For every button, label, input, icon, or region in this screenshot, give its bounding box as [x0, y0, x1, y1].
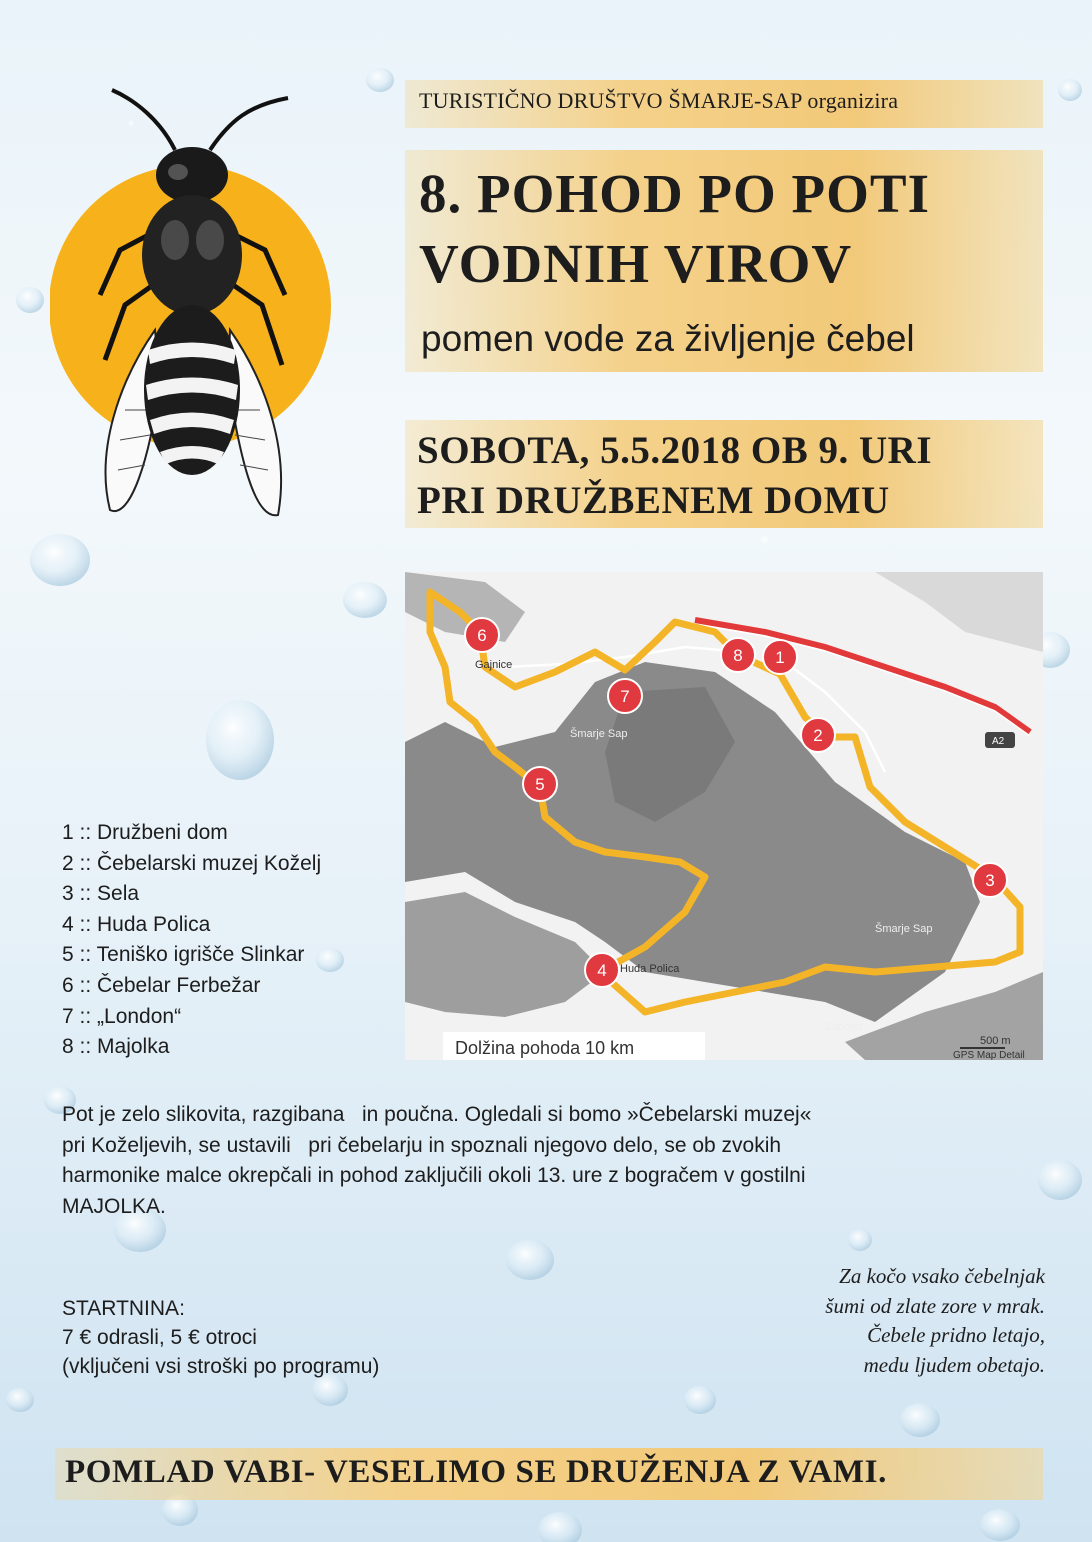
poem-line: medu ljudem obetajo. [863, 1352, 1045, 1377]
fee-prices: 7 € odrasli, 5 € otroci [62, 1326, 257, 1349]
place-label: Šmarje Sap [570, 728, 628, 740]
entry-fee [62, 1294, 379, 1381]
svg-text:3: 3 [985, 871, 995, 890]
place-label: Gajnice [475, 659, 513, 671]
title-band [405, 150, 1043, 372]
poem-line: Čebele pridno letajo, [867, 1323, 1045, 1347]
svg-text:1: 1 [775, 648, 785, 667]
event-title-line1: 8. POHOD PO POTI [419, 163, 930, 224]
map-credit: GPS Map Detail [953, 1050, 1025, 1060]
svg-text:8: 8 [733, 646, 743, 665]
description-line: harmonike malce okrepčali in pohod zaključili okoli 13. ure z bogračem v gostilni [62, 1164, 806, 1187]
svg-text:7: 7 [620, 687, 630, 706]
route-marker-5 [523, 767, 557, 801]
legend-item: 6 :: Čebelar Ferbežar [62, 973, 261, 997]
distance-label: Dolžina pohoda 10 km [455, 1038, 635, 1058]
route-marker-2 [801, 718, 835, 752]
legend-item: 2 :: Čebelarski muzej Koželj [62, 851, 322, 875]
event-subtitle: pomen vode za življenje čebel [421, 318, 915, 359]
legend-item: 8 :: Majolka [62, 1035, 170, 1059]
legend-item: 4 :: Huda Polica [62, 912, 211, 936]
svg-text:5: 5 [535, 775, 545, 794]
bee-illustration [50, 80, 340, 540]
description-line: MAJOLKA. [62, 1194, 166, 1218]
footer-band [55, 1448, 1043, 1500]
scale-label: 500 m [980, 1035, 1011, 1047]
legend-item: 5 :: Teniško igrišče Slinkar [62, 943, 305, 967]
route-marker-8 [721, 638, 755, 672]
legend-item: 7 :: „London“ [62, 1004, 182, 1028]
legend-item: 3 :: Sela [62, 882, 140, 906]
date-band [405, 420, 1043, 528]
event-description [62, 1100, 1052, 1222]
organizer-text: TURISTIČNO DRUŠTVO ŠMARJE-SAP organizira [419, 88, 899, 113]
poem [640, 1262, 1045, 1380]
route-marker-3 [973, 863, 1007, 897]
description-line: pri Koželjevih, se ustavili pri čebelarju in spoznali njegovo delo, se ob zvokih [62, 1133, 782, 1157]
route-marker-1 [763, 640, 797, 674]
road-label-a2: A2 [992, 736, 1005, 747]
fee-note: (vključeni vsi stroški po programu) [62, 1355, 380, 1378]
place-label: Zaboršt [825, 1021, 863, 1033]
place-label: Huda Polica [620, 963, 680, 975]
description-line: Pot je zelo slikovita, razgibana in poučna. Ogledali si bomo »Čebelarski muzej« [62, 1103, 812, 1126]
fee-title: STARTNINA: [62, 1297, 185, 1320]
svg-text:4: 4 [597, 961, 607, 980]
svg-text:6: 6 [477, 626, 487, 645]
event-title-line2: VODNIH VIROV [419, 233, 853, 294]
route-map [405, 572, 1043, 1060]
event-location: PRI DRUŽBENEM DOMU [417, 479, 890, 522]
legend-item: 1 :: Družbeni dom [62, 821, 228, 844]
event-date-time: SOBOTA, 5.5.2018 OB 9. URI [417, 429, 933, 472]
route-marker-4 [585, 953, 619, 987]
svg-text:2: 2 [813, 726, 823, 745]
route-legend [62, 818, 321, 1063]
footer-slogan: POMLAD VABI- VESELIMO SE DRUŽENJA Z VAMI. [65, 1454, 887, 1490]
poem-line: šumi od zlate zore v mrak. [825, 1293, 1045, 1318]
route-marker-6 [465, 618, 499, 652]
route-marker-7 [608, 679, 642, 713]
organizer-band [405, 80, 1043, 128]
poem-line: Za kočo vsako čebelnjak [839, 1264, 1045, 1288]
place-label: Šmarje Sap [875, 923, 933, 935]
